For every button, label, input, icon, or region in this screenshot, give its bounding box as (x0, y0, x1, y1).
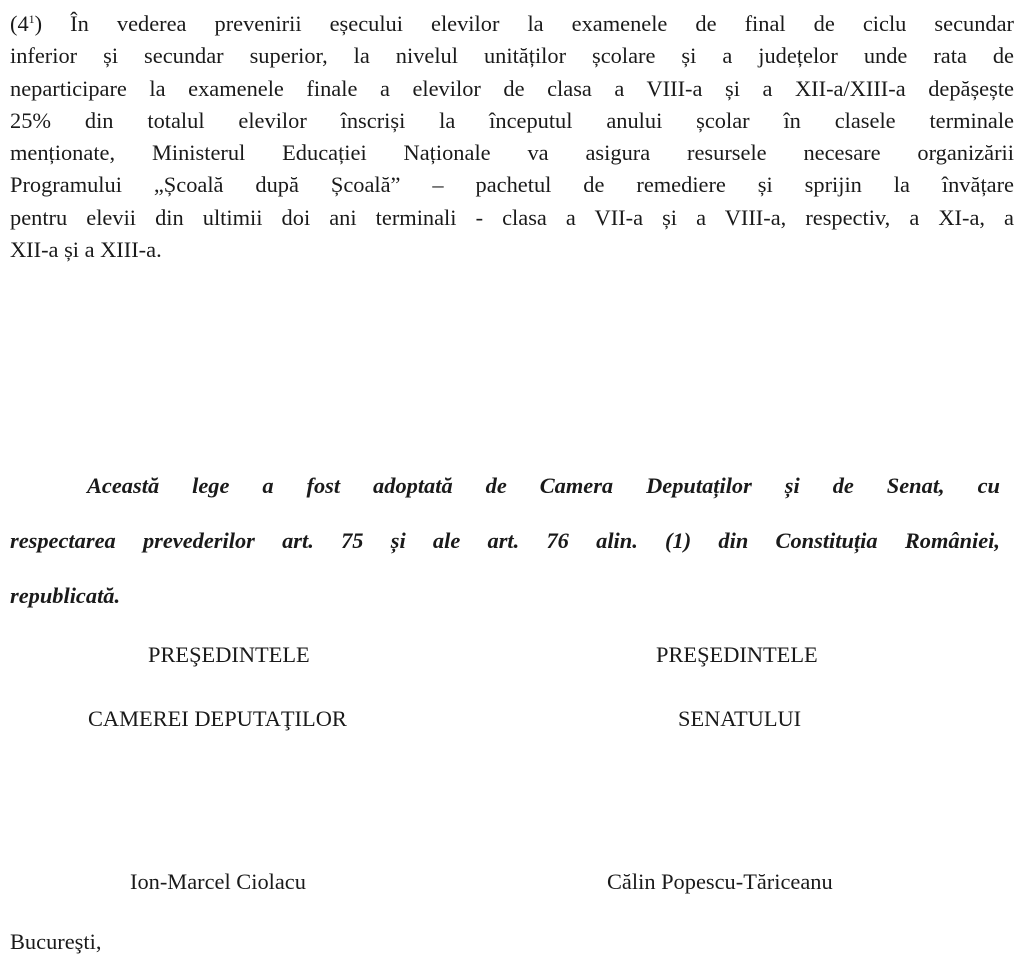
paragraph-ref-number: (4 (10, 11, 29, 36)
left-signatory-title-line2: CAMEREI DEPUTAŢILOR (88, 706, 347, 731)
adoption-line: respectarea prevederilor art. 75 și ale art. 76 alin. (1) din Constituția României, (10, 528, 1000, 553)
paragraph-line: XII-a și a XIII-a. (10, 237, 162, 263)
paragraph-line: 25% din totalul elevilor înscriși la începutul anului școlar în clasele terminale (10, 107, 1014, 133)
paragraph-ref-close: ) (34, 11, 43, 36)
paragraph-line: neparticipare la examenele finale a elevilor de clasa a VIII-a și a XII-a/XIII-a depășește (10, 75, 1014, 101)
right-signatory-title-line1: PREŞEDINTELE (656, 642, 818, 667)
adoption-statement (10, 458, 1000, 623)
paragraph-4-1 (10, 8, 1014, 266)
adoption-line: republicată. (10, 583, 121, 608)
paragraph-line: inferior și secundar superior, la nivelul unităților școlare și a județelor unde rata de (10, 43, 1014, 69)
left-signatory-title-line1: PREŞEDINTELE (148, 642, 310, 667)
paragraph-line: menționate, Ministerul Educației Naționale va asigura resursele necesare organizării (10, 140, 1014, 166)
paragraph-line: Programului „Școală după Școală” – pachetul de remediere și sprijin la învățare (10, 172, 1014, 198)
place-of-signing: Bucureşti, (10, 929, 102, 954)
right-signatory-title-line2: SENATULUI (678, 706, 802, 731)
right-signatory-name: Călin Popescu-Tăriceanu (607, 869, 833, 894)
left-signatory-name: Ion-Marcel Ciolacu (130, 869, 306, 894)
paragraph-line (10, 8, 1014, 40)
paragraph-line: pentru elevii din ultimii doi ani terminali - clasa a VII-a și a VIII-a, respectiv, a XI-a, a (10, 204, 1014, 230)
adoption-line: Această lege a fost adoptată de Camera Deputaților și de Senat, cu (87, 473, 1000, 498)
paragraph-ref-superscript: 1 (28, 12, 35, 26)
paragraph-line-text: În vederea prevenirii eșecului elevilor la examenele de final de ciclu secundar (42, 11, 1014, 36)
